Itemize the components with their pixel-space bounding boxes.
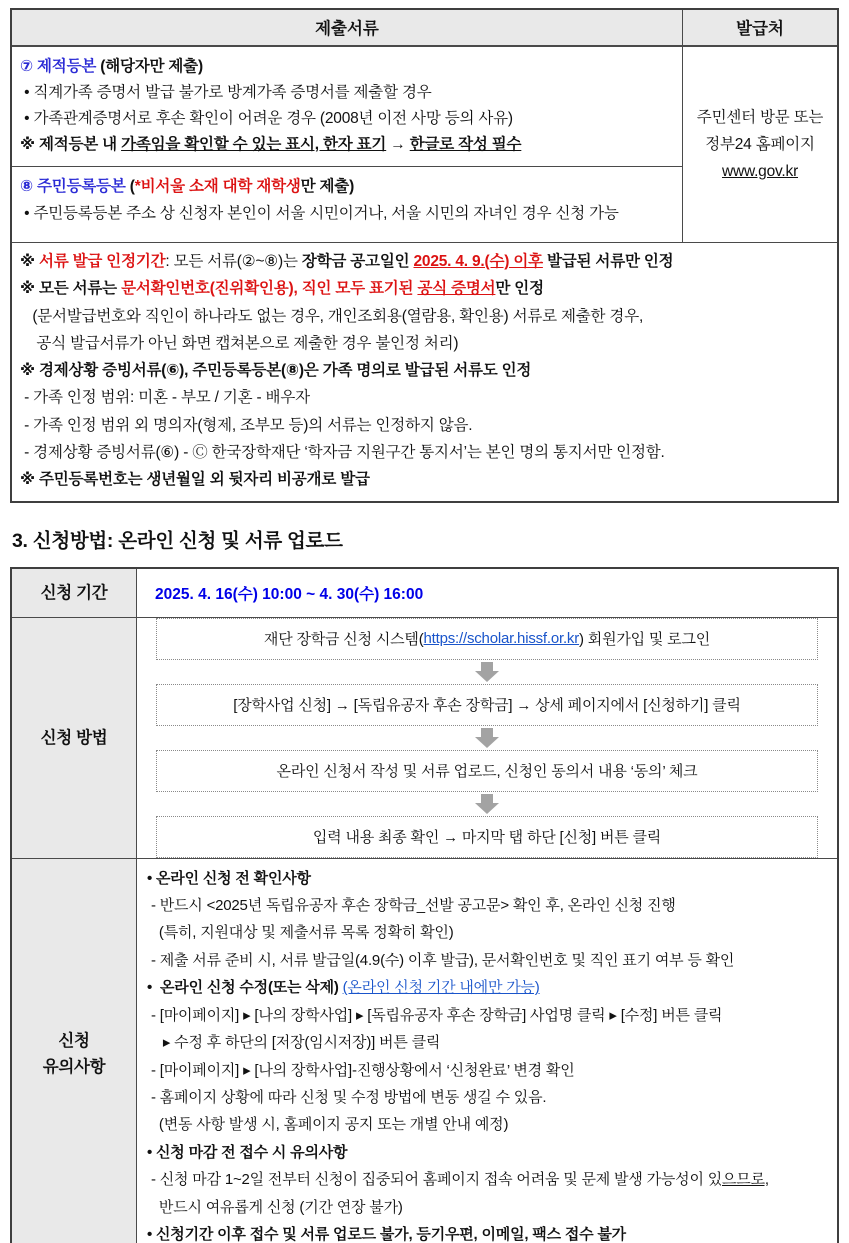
text-segment: 정부24 홈페이지: [705, 136, 815, 153]
text-line: [20, 275, 829, 302]
text-segment: 발급된 서류만 인정: [542, 253, 674, 270]
text-segment: • 온라인 신청 전 확인사항: [147, 869, 311, 887]
item-8-resident-register: [12, 167, 682, 242]
text-segment: 문서확인번호(진위확인용), 직인 모두 표기된: [121, 280, 418, 298]
text-segment: - 신청 마감 1~2일 전부터 신청이 집중되어 홈페이지 접속 어려움 및 문제 발생 가능성이 있: [147, 1171, 723, 1189]
text-segment: 입력 내용 최종 확인 → 마지막 탭 하단 [신청] 버튼 클릭: [312, 829, 662, 847]
text-segment: (변동 사항 발생 시, 홈페이지 공지 또는 개별 안내 예정): [147, 1116, 509, 1134]
text-line: [147, 892, 827, 919]
text-segment: 서류 발급 인정기간: [38, 253, 166, 270]
text-line: [147, 1002, 827, 1029]
text-line: [147, 1221, 827, 1243]
text-segment: (온라인 신청 기간 내에만 가능): [342, 979, 540, 997]
text-line: [147, 1029, 827, 1056]
column-header-issuer: 발급처: [682, 10, 837, 45]
row-application-method: [12, 618, 837, 859]
section-3-title: 3. 신청방법: 온라인 신청 및 서류 업로드: [12, 529, 343, 552]
label-application-period: 신청 기간: [12, 569, 137, 617]
text-segment: - 반드시 <2025년 독립유공자 후손 장학금_선발 공고문> 확인 후, 온라인 신청 진행: [147, 897, 676, 915]
label-application-notes-line1: 신청: [58, 1032, 90, 1051]
row-application-notes: [12, 859, 837, 1243]
text-segment: www.gov.kr: [721, 163, 799, 180]
text-segment: - 홈페이지 상황에 따라 신청 및 수정 방법에 변동 생길 수 있음.: [147, 1088, 547, 1106]
text-segment: https://scholar.hissf.or.kr: [423, 630, 580, 648]
text-line: [20, 466, 829, 493]
application-method-table: [10, 567, 839, 1243]
text-line: [20, 412, 829, 439]
text-segment: - 가족 인정 범위 외 명의자(형제, 조부모 등)의 서류는 인정하지 않음.: [20, 416, 473, 434]
text-segment: 온라인 신청서 작성 및 서류 업로드, 신청인 동의서 내용 ‘동의’ 체크: [276, 763, 698, 781]
issuer-cell[interactable]: [682, 47, 837, 242]
text-segment: 공식 증명서: [417, 280, 496, 298]
row-application-period: [12, 569, 837, 618]
text-line: [147, 1166, 827, 1193]
text-segment: - 가족 인정 범위: 미혼 - 부모 / 기혼 - 배우자: [20, 389, 310, 407]
application-flow: [137, 618, 837, 858]
flow-step-fill-upload: [156, 750, 818, 792]
text-line: [147, 1194, 827, 1221]
text-segment: 공식 발급서류가 아닌 화면 캡쳐본으로 제출한 경우 불인정 처리): [20, 334, 459, 352]
text-line: [147, 947, 827, 974]
arrow-down-icon: [475, 726, 499, 750]
text-segment: ※: [20, 253, 39, 270]
text-line: [20, 54, 674, 80]
text-segment: • 직계가족 증명서 발급 불가로 방계가족 증명서를 제출할 경우: [20, 84, 432, 101]
text-segment: 반드시 여유롭게 신청 (기간 연장 불가): [147, 1198, 403, 1216]
table1-header-row: [12, 10, 837, 47]
text-segment: (문서발급번호와 직인이 하나라도 없는 경우, 개인조회용(열람용, 확인용) 서류로 제출한 경우,: [20, 307, 644, 325]
text-segment: - 제출 서류 준비 시, 서류 발급일(4.9(수) 이후 발급), 문서확인번호 및 직인 표기 여부 등 확인: [147, 951, 735, 969]
text-line: [20, 439, 829, 466]
text-line: [147, 1084, 827, 1111]
text-line: [722, 158, 798, 185]
text-line: [697, 104, 823, 131]
text-line: [20, 330, 829, 357]
text-segment: - [마이페이지] ▸ [나의 장학사업]-진행상황에서 ‘신청완료’ 변경 확인: [147, 1061, 575, 1079]
text-segment: : 모든 서류(②~⑧)는: [165, 253, 302, 270]
text-segment: ⑦ 제적등본: [20, 58, 97, 75]
text-segment: [장학사업 신청] → [독립유공자 후손 장학금] → 상세 페이지에서 [신청하기] 클릭: [233, 697, 741, 715]
text-line: [147, 974, 827, 1001]
text-segment: 2025. 4. 9.(수) 이후: [413, 253, 543, 270]
text-segment: • 가족관계증명서로 후손 확인이 어려운 경우 (2008년 이전 사망 등의 사유): [20, 110, 513, 127]
text-segment: 만 인정: [495, 280, 544, 298]
text-segment: (: [125, 178, 135, 195]
text-segment: - [마이페이지] ▸ [나의 장학사업] ▸ [독립유공자 후손 장학금] 사업명 클릭 ▸ [수정] 버튼 클릭: [147, 1006, 723, 1024]
label-application-method: 신청 방법: [12, 618, 137, 858]
text-line: [147, 1139, 827, 1166]
text-line: [705, 131, 815, 158]
flow-step-submit: [156, 816, 818, 858]
text-segment: ※ 경제상황 증빙서류(⑥), 주민등록등본(⑧)은 가족 명의로 발급된 서류도 인정: [20, 362, 532, 380]
text-line: [147, 919, 827, 946]
text-line: [147, 865, 827, 892]
text-segment: ※ 제적등본 내: [20, 136, 122, 153]
text-segment: ※ 주민등록번호는 생년월일 외 뒷자리 비공개로 발급: [20, 471, 370, 489]
text-segment: ※ 모든 서류는: [20, 280, 122, 298]
arrow-down-icon: [475, 792, 499, 816]
text-line: [20, 80, 674, 106]
text-line: [20, 201, 674, 228]
text-segment: ) 회원가입 및 로그인: [579, 631, 711, 649]
text-line: [147, 1057, 827, 1084]
arrow-down-icon: [475, 660, 499, 684]
text-segment: 장학금 공고일인: [301, 253, 414, 270]
text-segment: 주민센터 방문 또는: [696, 109, 824, 126]
text-segment: (특히, 지원대상 및 제출서류 목록 정확히 확인): [147, 924, 454, 942]
text-segment: 한글로 작성 필수: [409, 136, 522, 153]
text-line: [20, 174, 674, 201]
text-segment: • 온라인 신청 수정(또는 삭제): [147, 979, 343, 997]
text-segment: - 경제상황 증빙서류(⑥) - Ⓒ 한국장학재단 ‘학자금 지원구간 통지서’는 본인 명의 통지서만 인정함.: [20, 444, 665, 462]
table1-body: [12, 47, 837, 243]
text-line: [20, 132, 674, 158]
text-segment: →: [386, 136, 410, 153]
text-line: [20, 303, 829, 330]
label-application-notes-line2: 유의사항: [42, 1058, 106, 1077]
document-validity-notes: [12, 243, 837, 501]
text-segment: ▸ 수정 후 하단의 [저장(임시저장)] 버튼 클릭: [147, 1034, 441, 1052]
text-segment: *비서울 소재 대학 재학생: [134, 178, 301, 195]
flow-step-navigate: [156, 684, 818, 726]
text-line: [20, 384, 829, 411]
item-7-family-register: [12, 47, 682, 167]
text-line: [20, 106, 674, 132]
documents-column: [12, 47, 682, 242]
flow-step-login[interactable]: [156, 618, 818, 660]
column-header-documents: 제출서류: [315, 20, 379, 38]
submission-documents-table: [10, 8, 839, 503]
text-segment: (해당자만 제출): [96, 58, 203, 75]
text-segment: • 신청 마감 전 접수 시 유의사항: [147, 1143, 348, 1161]
text-line: [20, 248, 829, 275]
text-segment: 으므로,: [722, 1171, 769, 1189]
application-period-value: [137, 569, 837, 617]
text-segment: 만 제출): [300, 178, 355, 195]
label-application-notes: [12, 859, 137, 1243]
application-notes-content: [137, 859, 837, 1243]
text-segment: 가족임을 확인할 수 있는 표시, 한자 표기: [121, 136, 387, 153]
text-line: [147, 1111, 827, 1138]
text-segment: 재단 장학금 신청 시스템(: [263, 631, 424, 649]
text-segment: ⑧ 주민등록등본: [20, 178, 126, 195]
text-segment: • 신청기간 이후 접수 및 서류 업로드 불가, 등기우편, 이메일, 팩스 접수 불가: [147, 1225, 626, 1243]
text-segment: 2025. 4. 16(수) 10:00 ~ 4. 30(수) 16:00: [155, 585, 424, 603]
text-line: [20, 357, 829, 384]
text-segment: • 주민등록등본 주소 상 신청자 본인이 서울 시민이거나, 서울 시민의 자녀인 경우 신청 가능: [20, 204, 619, 222]
